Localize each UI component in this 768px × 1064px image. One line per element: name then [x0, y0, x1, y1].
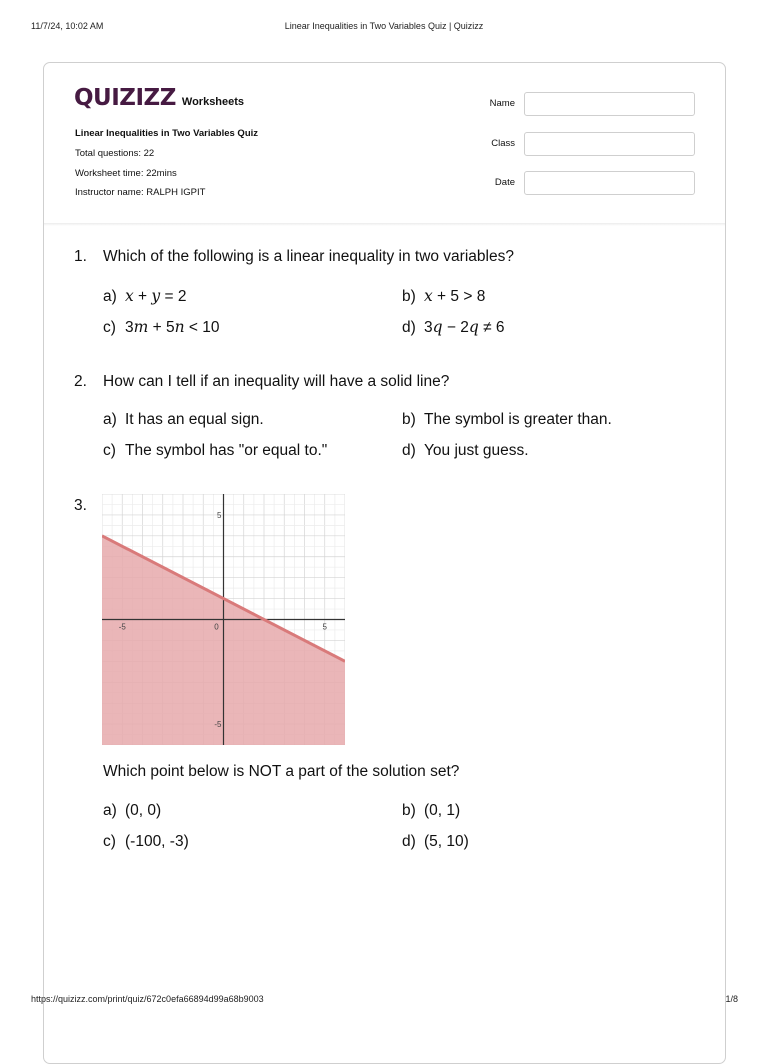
question-number: 1.	[74, 248, 87, 265]
print-page-number: 1/8	[725, 994, 738, 1004]
question-text: Which of the following is a linear inequality in two variables?	[103, 248, 514, 265]
math-variable: m	[133, 318, 149, 336]
option-letter: c)	[103, 833, 116, 850]
option-a[interactable]	[103, 802, 161, 820]
option-letter: b)	[402, 802, 416, 819]
question-text: How can I tell if an inequality will have a solid line?	[103, 373, 450, 390]
option-a[interactable]	[103, 411, 264, 429]
print-page-title: Linear Inequalities in Two Variables Quiz | Quizizz	[284, 21, 484, 31]
option-letter: d)	[402, 833, 416, 850]
option-letter: a)	[103, 411, 117, 428]
option-letter: d)	[402, 442, 416, 459]
y-tick-label: -5	[214, 720, 222, 730]
option-expression	[424, 319, 505, 336]
option-letter: b)	[402, 411, 416, 428]
math-text: + 5 > 8	[432, 288, 486, 305]
option-expression	[125, 319, 220, 336]
option-text: (-100, -3)	[125, 833, 189, 850]
print-url: https://quizizz.com/print/quiz/672c0efa66894d99a68b9003	[31, 994, 264, 1004]
option-text: (5, 10)	[424, 833, 469, 850]
total-questions: Total questions: 22	[75, 148, 155, 159]
option-b[interactable]	[402, 287, 485, 306]
option-c[interactable]	[103, 833, 189, 851]
date-field[interactable]	[524, 171, 695, 195]
option-letter: d)	[402, 319, 416, 336]
option-letter: b)	[402, 288, 416, 305]
option-letter: c)	[103, 442, 116, 459]
option-b[interactable]	[402, 802, 460, 820]
math-text: 3	[125, 319, 134, 336]
x-tick-label: -5	[118, 622, 126, 632]
math-variable: x	[424, 287, 433, 305]
option-c[interactable]	[103, 442, 327, 460]
x-tick-label: 5	[322, 622, 327, 632]
math-variable: q	[468, 318, 479, 336]
name-label: Name	[489, 98, 515, 109]
math-text: − 2	[442, 319, 469, 336]
math-text: < 10	[184, 319, 220, 336]
option-d[interactable]	[402, 833, 469, 851]
math-text: 3	[424, 319, 433, 336]
option-letter: a)	[103, 288, 117, 305]
inequality-graph	[102, 494, 345, 745]
class-label: Class	[491, 138, 515, 149]
math-text: + 5	[148, 319, 175, 336]
option-expression	[424, 288, 485, 305]
worksheet-header	[44, 63, 725, 224]
quiz-title: Linear Inequalities in Two Variables Quiz	[75, 128, 259, 139]
x-tick-label: 0	[214, 622, 219, 632]
math-variable: q	[432, 318, 443, 336]
class-field[interactable]	[524, 132, 695, 156]
math-variable: x	[125, 287, 134, 305]
brand-subtitle: Worksheets	[181, 96, 245, 108]
option-text: The symbol is greater than.	[424, 411, 612, 428]
option-d[interactable]	[402, 318, 505, 337]
option-letter: a)	[103, 802, 117, 819]
worksheet-time: Worksheet time: 22mins	[75, 168, 177, 179]
math-text: +	[133, 288, 152, 305]
quizizz-logo	[74, 85, 244, 111]
math-text: = 2	[160, 288, 187, 305]
question-text: Which point below is NOT a part of the solution set?	[103, 763, 460, 780]
option-b[interactable]	[402, 411, 612, 429]
math-variable: n	[174, 318, 185, 336]
y-tick-label: 5	[217, 510, 222, 520]
brand-wordmark: QUIZIZZ	[74, 85, 176, 111]
option-text: The symbol has "or equal to."	[125, 442, 328, 459]
header-divider	[44, 223, 725, 226]
option-text: (0, 0)	[125, 802, 162, 819]
option-c[interactable]	[103, 318, 220, 337]
option-letter: c)	[103, 319, 116, 336]
option-text: (0, 1)	[424, 802, 461, 819]
print-header	[0, 21, 768, 33]
name-field[interactable]	[524, 92, 695, 116]
math-variable: y	[151, 287, 161, 305]
math-text: ≠ 6	[478, 319, 505, 336]
option-a[interactable]	[103, 287, 186, 306]
option-text: You just guess.	[424, 442, 529, 459]
option-d[interactable]	[402, 442, 529, 460]
option-text: It has an equal sign.	[125, 411, 264, 428]
option-expression	[125, 288, 186, 305]
date-label: Date	[494, 177, 515, 188]
print-datetime: 11/7/24, 10:02 AM	[31, 21, 104, 31]
print-footer	[0, 994, 768, 1006]
instructor-name: Instructor name: RALPH IGPIT	[75, 187, 206, 198]
question-number: 3.	[74, 497, 87, 514]
question-number: 2.	[74, 373, 87, 390]
